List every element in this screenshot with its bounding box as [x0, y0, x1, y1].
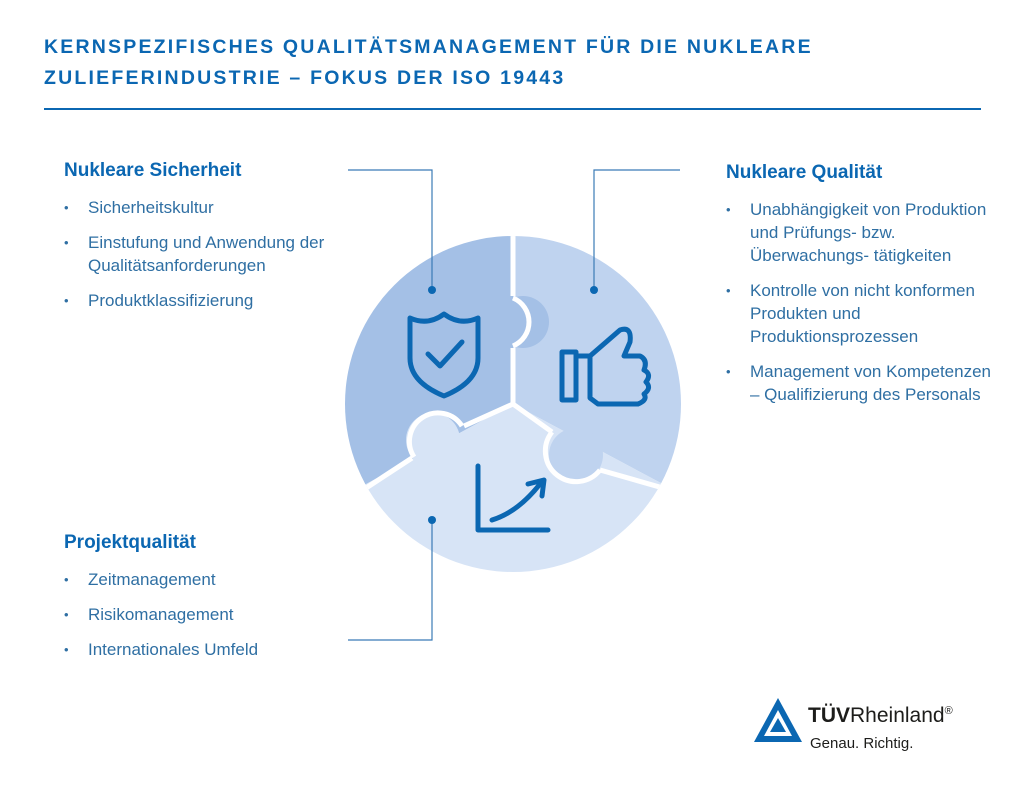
list-item: • Risikomanagement: [64, 603, 354, 626]
section-heading-quality: Nukleare Qualität: [726, 162, 883, 183]
list-item: • Zeitmanagement: [64, 568, 354, 591]
list-item: • Produktklassifizierung: [64, 289, 354, 312]
connector-dot-safety: [428, 286, 436, 294]
logo-brand-rest: Rheinland: [850, 704, 945, 727]
list-item: • Kontrolle von nicht konformen Produkten und Produktionsprozessen: [726, 279, 996, 348]
section-heading-project: Projektqualität: [64, 532, 196, 553]
list-item: • Internationales Umfeld: [64, 638, 354, 661]
knob-left: [406, 413, 460, 467]
list-item: • Einstufung und Anwendung der Qualitätsanforderungen: [64, 231, 354, 277]
logo-brand-bold: TÜV: [808, 704, 850, 727]
page-title: KERNSPEZIFISCHES QUALITÄTSMANAGEMENT FÜR DIE NUKLEARE ZULIEFERINDUSTRIE – FOKUS DER ISO 19443: [44, 36, 813, 89]
connector-dot-project: [428, 516, 436, 524]
logo-brand: [808, 704, 953, 728]
logo-registered: ®: [944, 705, 953, 717]
section-heading-safety: Nukleare Sicherheit: [64, 160, 242, 181]
tuv-logo: [752, 694, 992, 764]
logo-tagline: Genau. Richtig.: [810, 735, 914, 752]
list-item: • Sicherheitskultur: [64, 196, 354, 219]
tuv-triangle-icon: [752, 696, 804, 746]
list-item: • Management von Kompetenzen – Qualifizierung des Personals: [726, 360, 996, 406]
connector-dot-quality: [590, 286, 598, 294]
list-item: • Unabhängigkeit von Produktion und Prüfungs- bzw. Überwachungs- tätigkeiten: [726, 198, 996, 267]
